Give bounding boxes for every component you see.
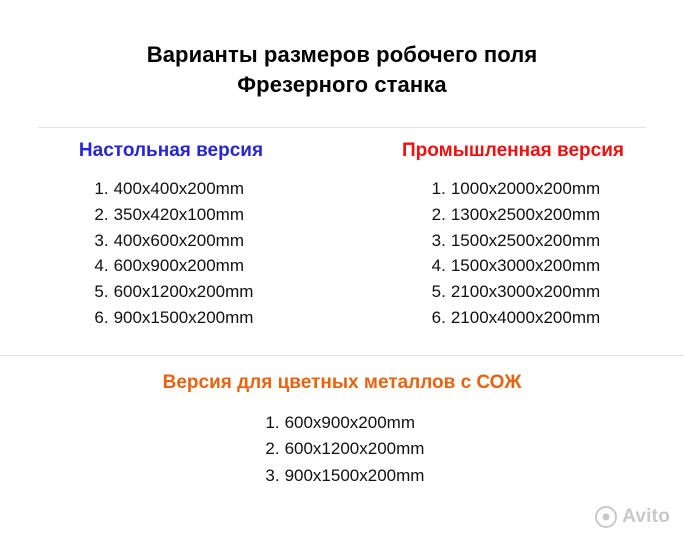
list-item [426, 305, 600, 331]
list-item [89, 279, 254, 305]
list-item-number: 4. [431, 256, 446, 276]
page-title-line-2: Фрезерного станка [237, 71, 447, 97]
industrial-version-section [342, 140, 684, 331]
avito-watermark [595, 506, 670, 528]
list-item-number: 1. [94, 179, 109, 198]
list-item-label: 600x900x200mm [113, 256, 244, 276]
list-item-number: 5. [431, 282, 446, 302]
divider-bottom [0, 355, 684, 356]
list-item [426, 176, 600, 202]
list-item [260, 463, 425, 489]
list-item [426, 253, 600, 279]
list-item-number: 1. [265, 413, 280, 432]
list-item [89, 228, 254, 254]
list-item-number: 2. [94, 204, 109, 224]
coolant-version-heading: Версия для цветных металлов с СОЖ [162, 372, 522, 393]
list-item-number: 2. [431, 204, 446, 224]
industrial-version-list [426, 176, 600, 331]
list-item-number: 3. [431, 230, 446, 250]
list-item-label: 400x600x200mm [113, 230, 244, 250]
list-item-label: 600x1200x200mm [284, 439, 425, 459]
coolant-version-list [260, 410, 425, 489]
desktop-version-list [89, 176, 254, 331]
list-item-label: 400x400x200mm [113, 179, 244, 198]
industrial-version-heading: Промышленная версия [402, 140, 624, 161]
list-item-label: 1000x2000x200mm [450, 179, 601, 198]
list-item [260, 436, 425, 462]
versions-columns [0, 140, 684, 331]
desktop-version-heading: Настольная версия [78, 140, 264, 161]
list-item-label: 1500x3000x200mm [450, 256, 601, 276]
page-title [0, 0, 684, 99]
list-item [426, 228, 600, 254]
list-item-number: 1. [431, 179, 446, 198]
list-item-number: 3. [94, 230, 109, 250]
list-item-number: 4. [94, 256, 109, 276]
list-item-number: 5. [94, 282, 109, 302]
avito-logo-icon [595, 506, 617, 528]
coolant-version-section [0, 372, 684, 489]
list-item [426, 279, 600, 305]
list-item-label: 1300x2500x200mm [450, 204, 601, 224]
avito-watermark-label: Avito [622, 506, 670, 527]
list-item-number: 3. [265, 465, 280, 485]
list-item [426, 202, 600, 228]
list-item [89, 305, 254, 331]
list-item-label: 900x1500x200mm [113, 308, 254, 328]
list-item [89, 176, 254, 202]
list-item-label: 600x1200x200mm [113, 282, 254, 302]
list-item [260, 410, 425, 436]
list-item-number: 2. [265, 439, 280, 459]
list-item [89, 202, 254, 228]
list-item [89, 253, 254, 279]
list-item-label: 2100x3000x200mm [450, 282, 601, 302]
list-item-label: 600x900x200mm [284, 413, 415, 432]
list-item-label: 2100x4000x200mm [450, 308, 601, 328]
list-item-label: 900x1500x200mm [284, 465, 425, 485]
desktop-version-section [0, 140, 342, 331]
list-item-label: 1500x2500x200mm [450, 230, 601, 250]
divider-top [38, 127, 646, 128]
list-item-label: 350x420x100mm [113, 204, 244, 224]
list-item-number: 6. [431, 308, 446, 328]
list-item-number: 6. [94, 308, 109, 328]
page-title-line-1: Варианты размеров робочего поля [146, 42, 538, 67]
